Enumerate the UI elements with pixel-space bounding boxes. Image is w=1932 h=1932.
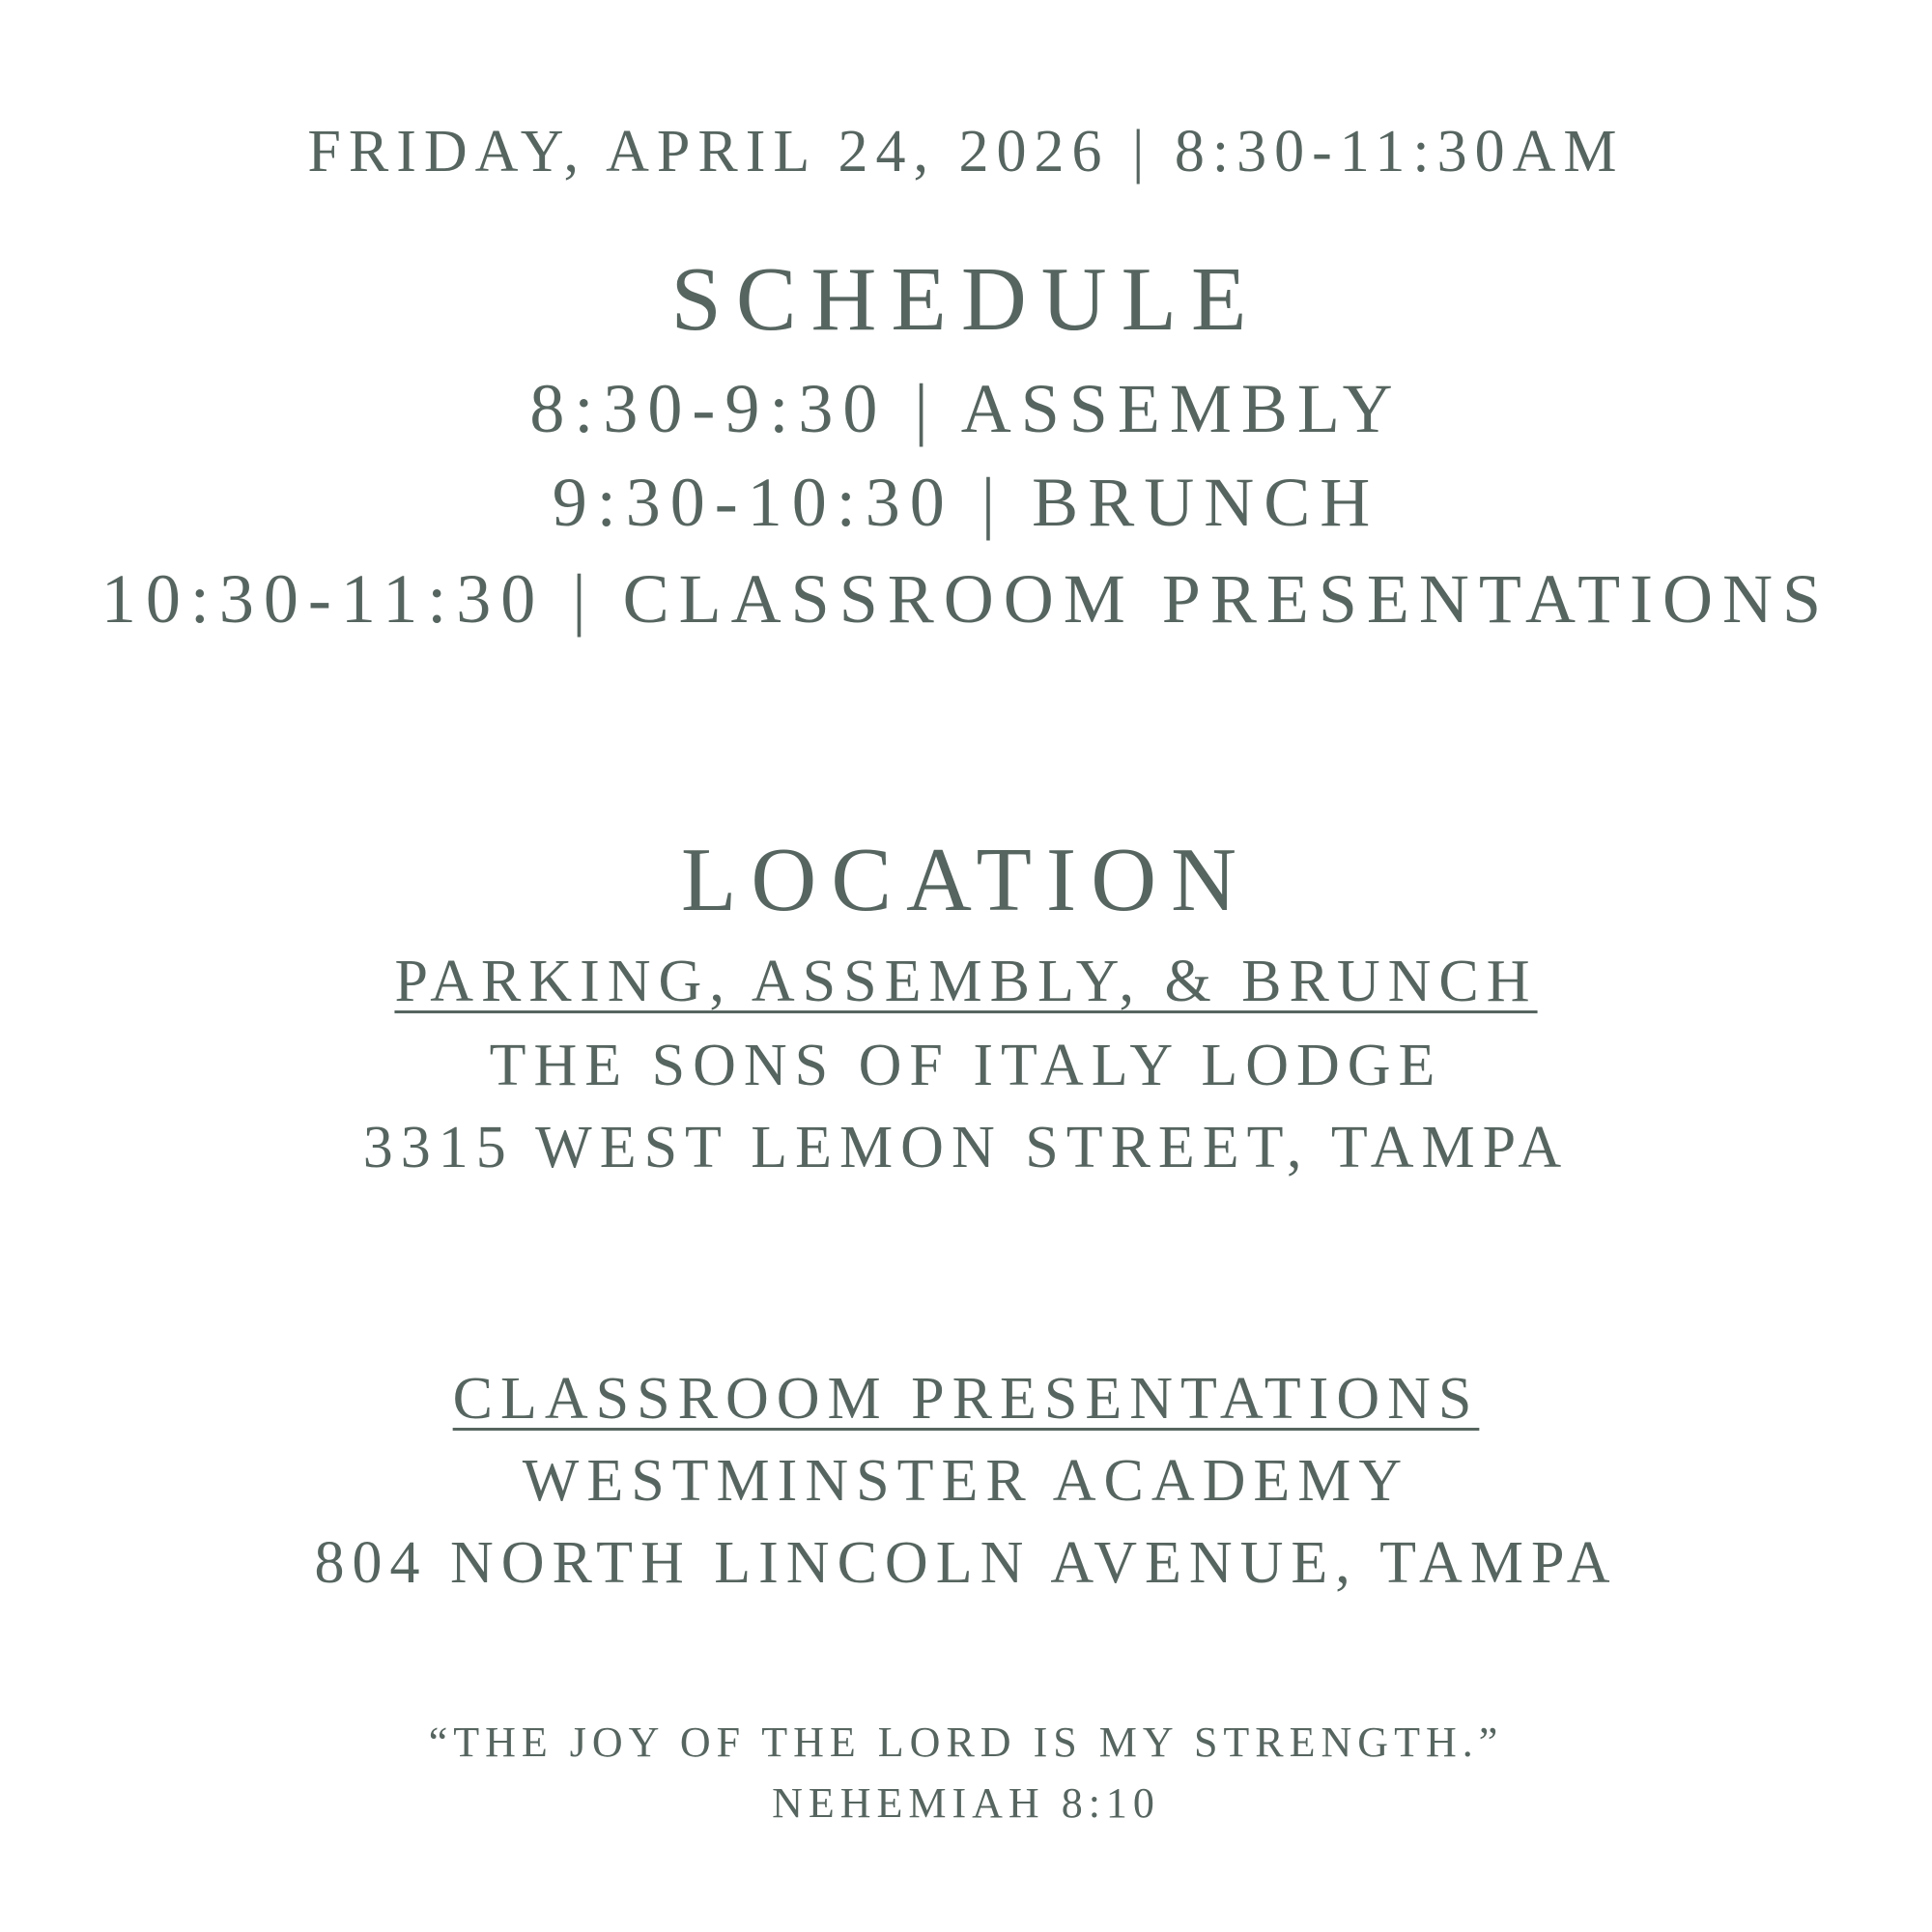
location-heading: LOCATION (681, 830, 1251, 930)
venue-address-academy: 804 NORTH LINCOLN AVENUE, TAMPA (314, 1530, 1618, 1596)
venue-name-lodge: THE SONS OF ITALY LODGE (489, 1033, 1443, 1098)
venue-address-lodge: 3315 WEST LEMON STREET, TAMPA (362, 1115, 1570, 1180)
venue-label-academy (0, 1366, 1932, 1432)
venue-label-academy-text: CLASSROOM PRESENTATIONS (452, 1366, 1480, 1432)
venue-label-lodge-text: PARKING, ASSEMBLY, & BRUNCH (394, 949, 1538, 1014)
venue-name-academy: WESTMINSTER ACADEMY (522, 1448, 1410, 1514)
schedule-item-classroom-presentations: 10:30-11:30 | CLASSROOM PRESENTATIONS (100, 560, 1832, 638)
scripture-quote: “THE JOY OF THE LORD IS MY STRENGTH.” (428, 1719, 1504, 1766)
schedule-item-assembly: 8:30-9:30 | ASSEMBLY (529, 370, 1403, 447)
scripture-reference: NEHEMIAH 8:10 (772, 1779, 1160, 1827)
schedule-heading: SCHEDULE (670, 249, 1262, 350)
schedule-item-brunch: 9:30-10:30 | BRUNCH (552, 464, 1380, 541)
venue-label-lodge (0, 949, 1932, 1014)
event-date-time: FRIDAY, APRIL 24, 2026 | 8:30-11:30AM (307, 119, 1625, 185)
